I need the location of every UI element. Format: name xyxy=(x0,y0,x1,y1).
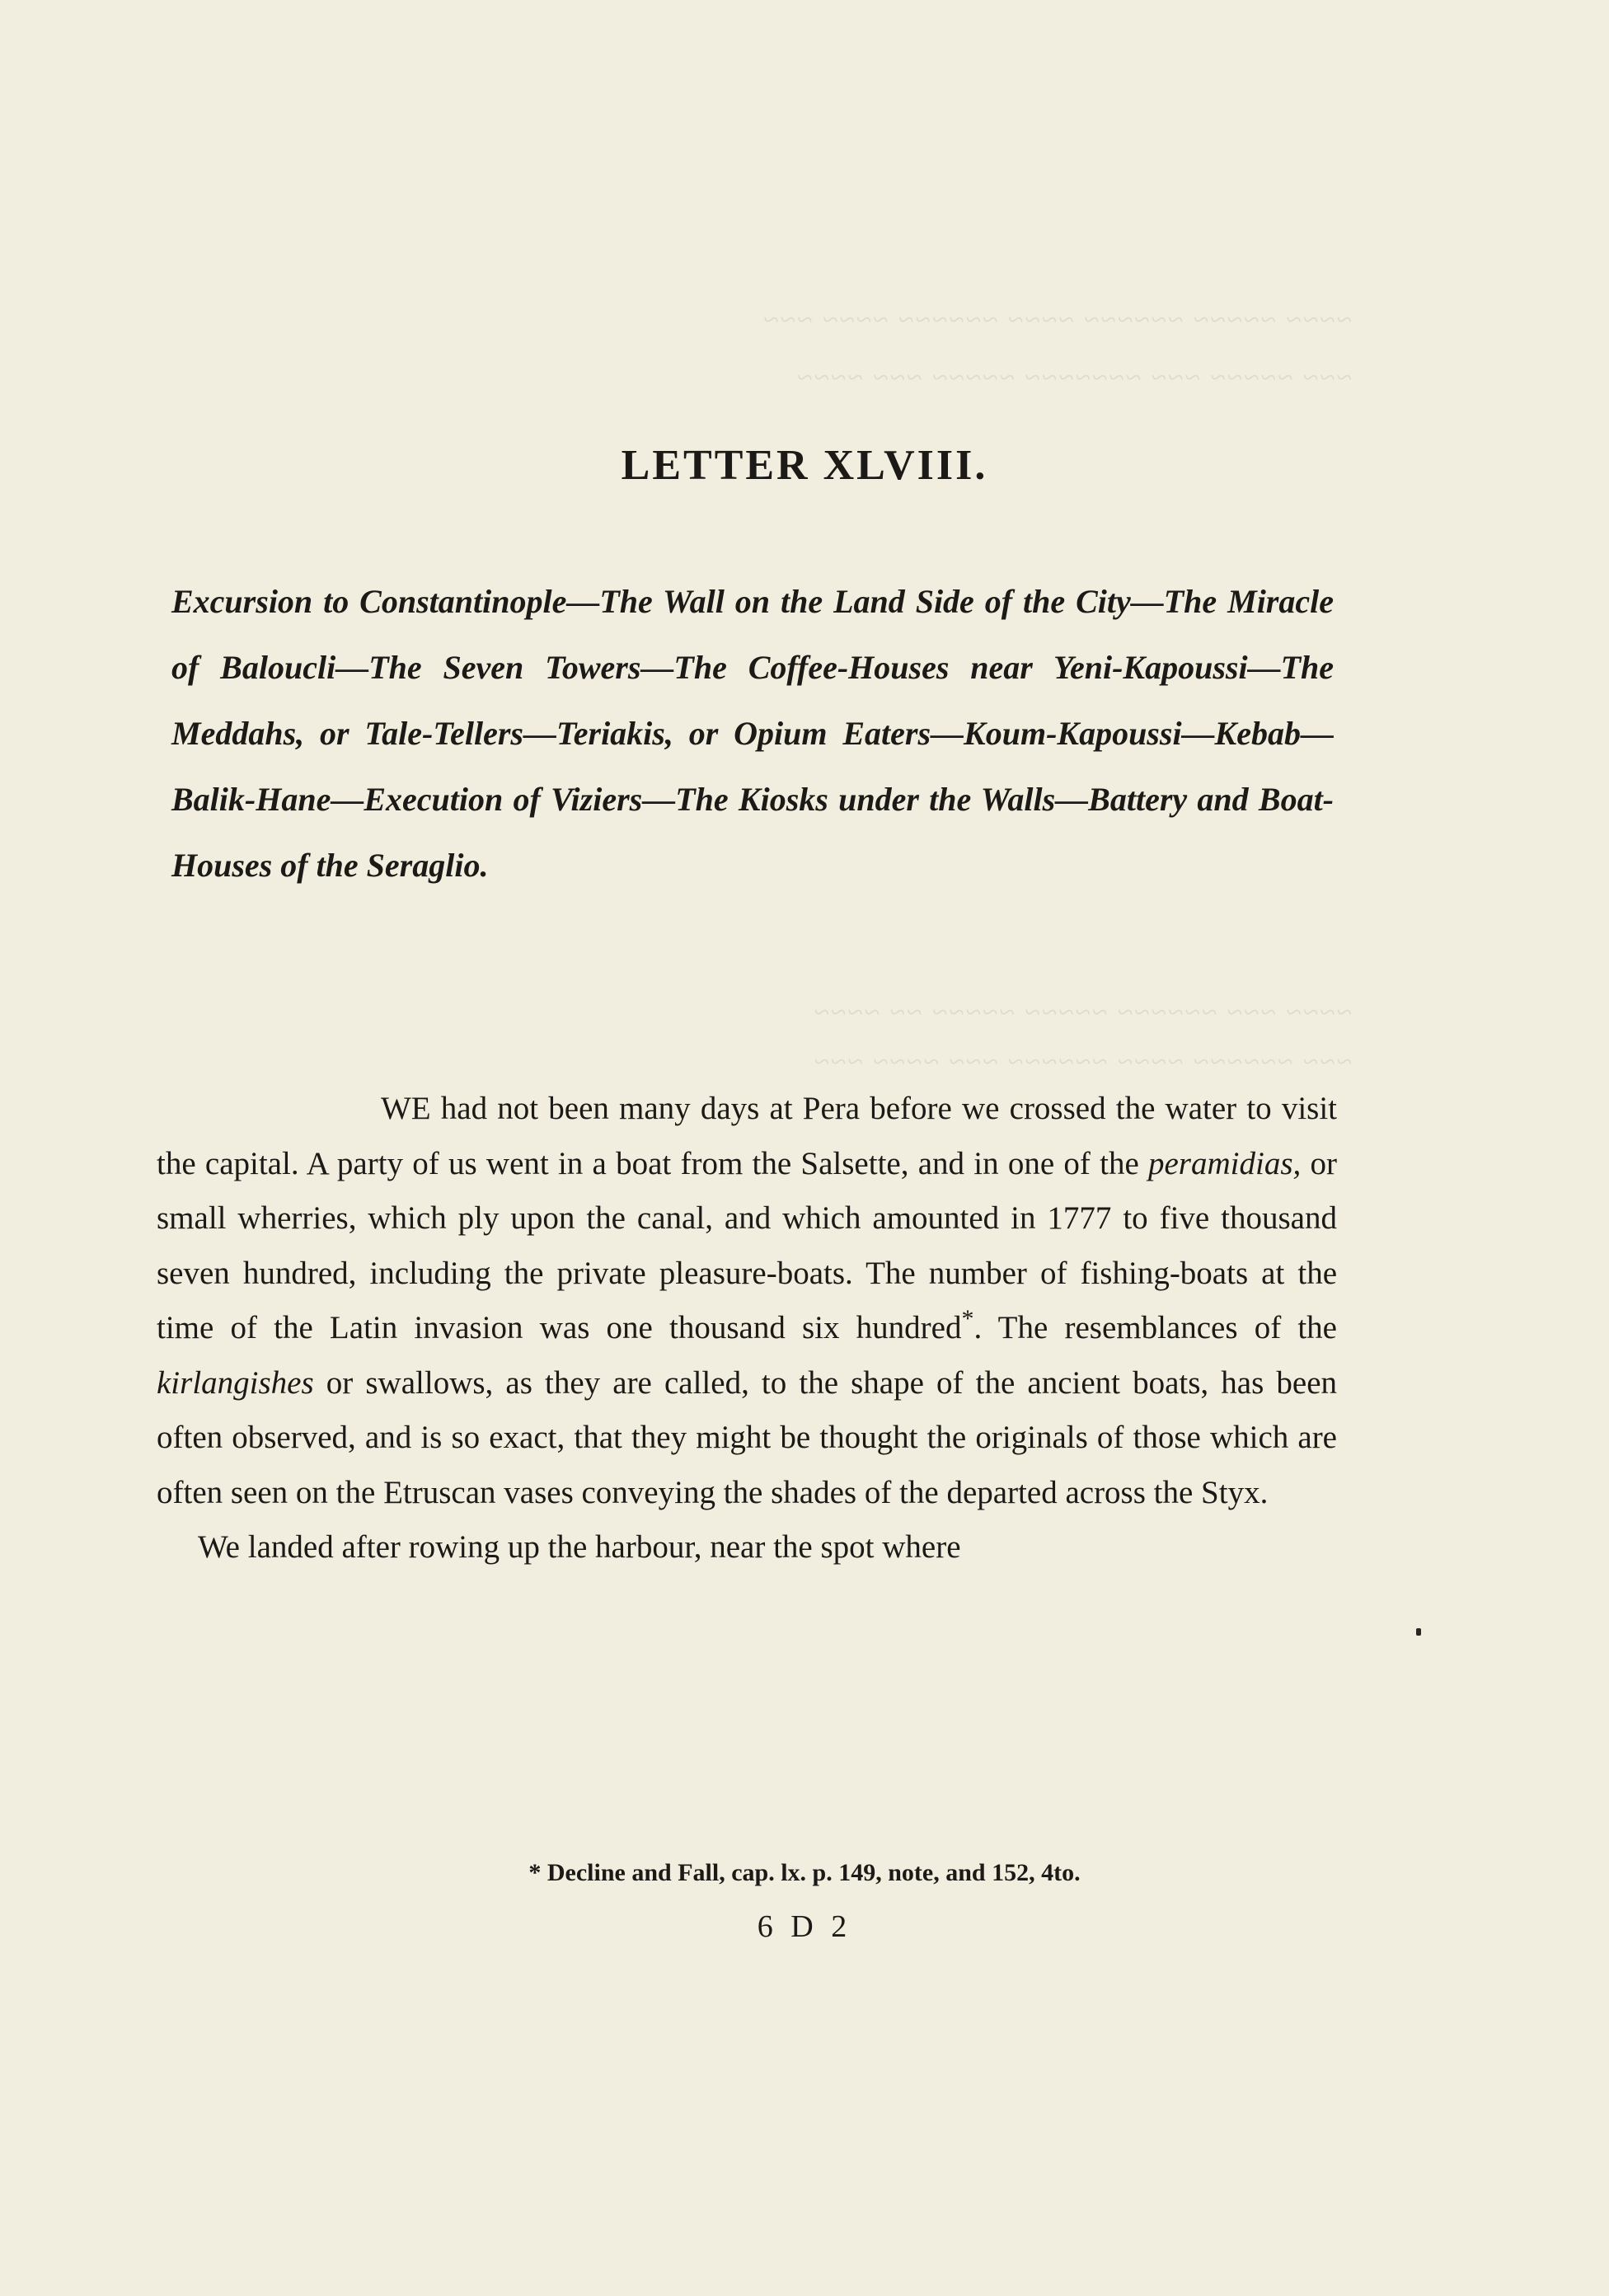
ink-speck xyxy=(1416,1628,1421,1636)
show-through-text: ~~~~ ~~~ ~~~~~~ ~~~~~ ~~~~~ ~~ ~~~~ xyxy=(812,998,1352,1028)
show-through-text: ~~~ ~~~~~ ~~~ ~~~~~~~ ~~~~~ ~~~ ~~~~ xyxy=(795,363,1352,393)
letter-heading: LETTER XLVIII. xyxy=(621,442,988,489)
footnote: * Decline and Fall, cap. lx. p. 149, note, and 152, 4to. xyxy=(528,1859,1081,1886)
signature-mark: 6 D 2 xyxy=(757,1909,852,1944)
footnote-marker: * xyxy=(961,1305,974,1332)
paragraph xyxy=(157,1082,1337,1520)
show-through-text: ~~~~ ~~~~~ ~~~~~~ ~~~~ ~~~~~~ ~~~~ ~~~ xyxy=(762,305,1352,336)
body-text xyxy=(157,1082,1337,1575)
chapter-summary: Excursion to Constantinople—The Wall on the Land Side of the City—The Miracle of Baloucli—The Seven Towers—The Coffee-Houses near Yeni-Kapoussi—The Meddahs, or Tale-Tellers—Teriakis, or Opium Eaters—Koum-Kapoussi—Kebab—Balik-Hane—Execution of Viziers—The Kiosks under the Walls—Battery and Boat-Houses of the Seraglio. xyxy=(171,583,1334,884)
paragraph: We landed after rowing up the harbour, near the spot where xyxy=(198,1529,961,1565)
text-run: . The resemblances of the xyxy=(973,1310,1337,1345)
text-run: or swallows, as they are called, to the shape of the ancient boats, has been often observed, and is so exact, that they might be thought the originals of those which are often seen on the Etruscan vases conveying the shades of the departed across the Styx. xyxy=(157,1364,1337,1510)
italic-term: kirlangishes xyxy=(157,1364,314,1401)
text-run: WE had not been many days at Pera before we crossed the water to visit the capital. A party of us went in a boat from the Salsette, and in one of the xyxy=(157,1091,1337,1181)
text-run: or small wherries, which ply upon the canal, and which amounted in 1777 to five thousand seven hundred, including the private pleasure-boats. The number of fishing-boats at the time of the Latin invasion was one thousand six hundred xyxy=(157,1145,1337,1345)
italic-term: peramidias, xyxy=(1148,1145,1302,1181)
show-through-text: ~~~ ~~~~~~ ~~~~ ~~~~~~ ~~~ ~~~~ ~~~ xyxy=(812,1047,1352,1078)
